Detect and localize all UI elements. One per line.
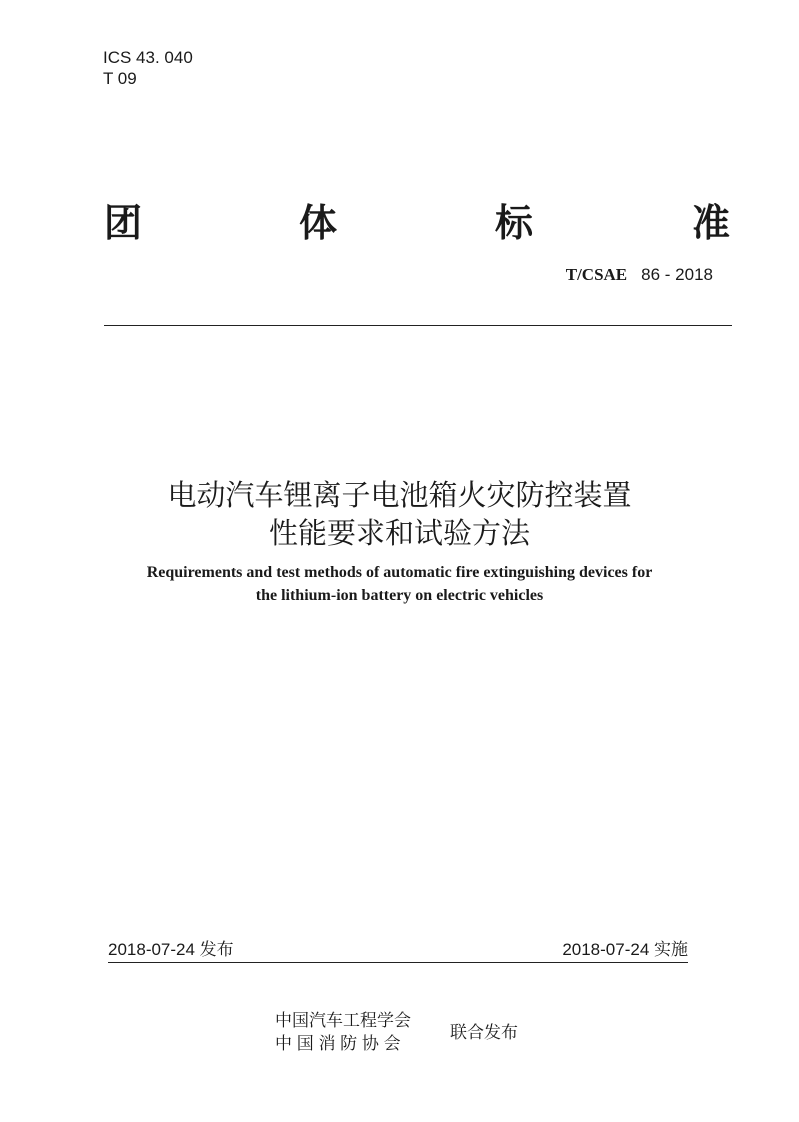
issue-date: 2018-07-24 发布 xyxy=(108,940,234,959)
header-char: 团 xyxy=(104,200,143,245)
standard-number: 86 - 2018 xyxy=(641,265,713,284)
title-cn-line: 性能要求和试验方法 xyxy=(268,518,530,550)
header-char: 标 xyxy=(495,200,534,245)
publisher: 中国汽车工程学会 xyxy=(275,1011,411,1030)
header-char: 体 xyxy=(299,200,338,245)
classification-block xyxy=(103,47,193,89)
implement-date: 2018-07-24 实施 xyxy=(562,940,688,959)
standard-code xyxy=(566,265,713,285)
standard-prefix: T/CSAE xyxy=(565,265,628,284)
title-en-line: Requirements and test methods of automatic fire extinguishing devices for xyxy=(146,564,653,581)
divider-bottom xyxy=(108,962,688,963)
header-char: 准 xyxy=(692,200,731,245)
title-cn-line: 电动汽车锂离子电池箱火灾防控装置 xyxy=(167,480,632,512)
divider-top xyxy=(104,325,732,326)
publisher: 中 国 消 防 协 会 xyxy=(275,1034,401,1053)
ccs-code: T 09 xyxy=(103,69,137,88)
joint-release-label: 联合发布 xyxy=(450,1023,518,1042)
ics-code: ICS 43. 040 xyxy=(103,48,193,67)
title-en-line: the lithium-ion battery on electric vehicles xyxy=(255,587,544,604)
